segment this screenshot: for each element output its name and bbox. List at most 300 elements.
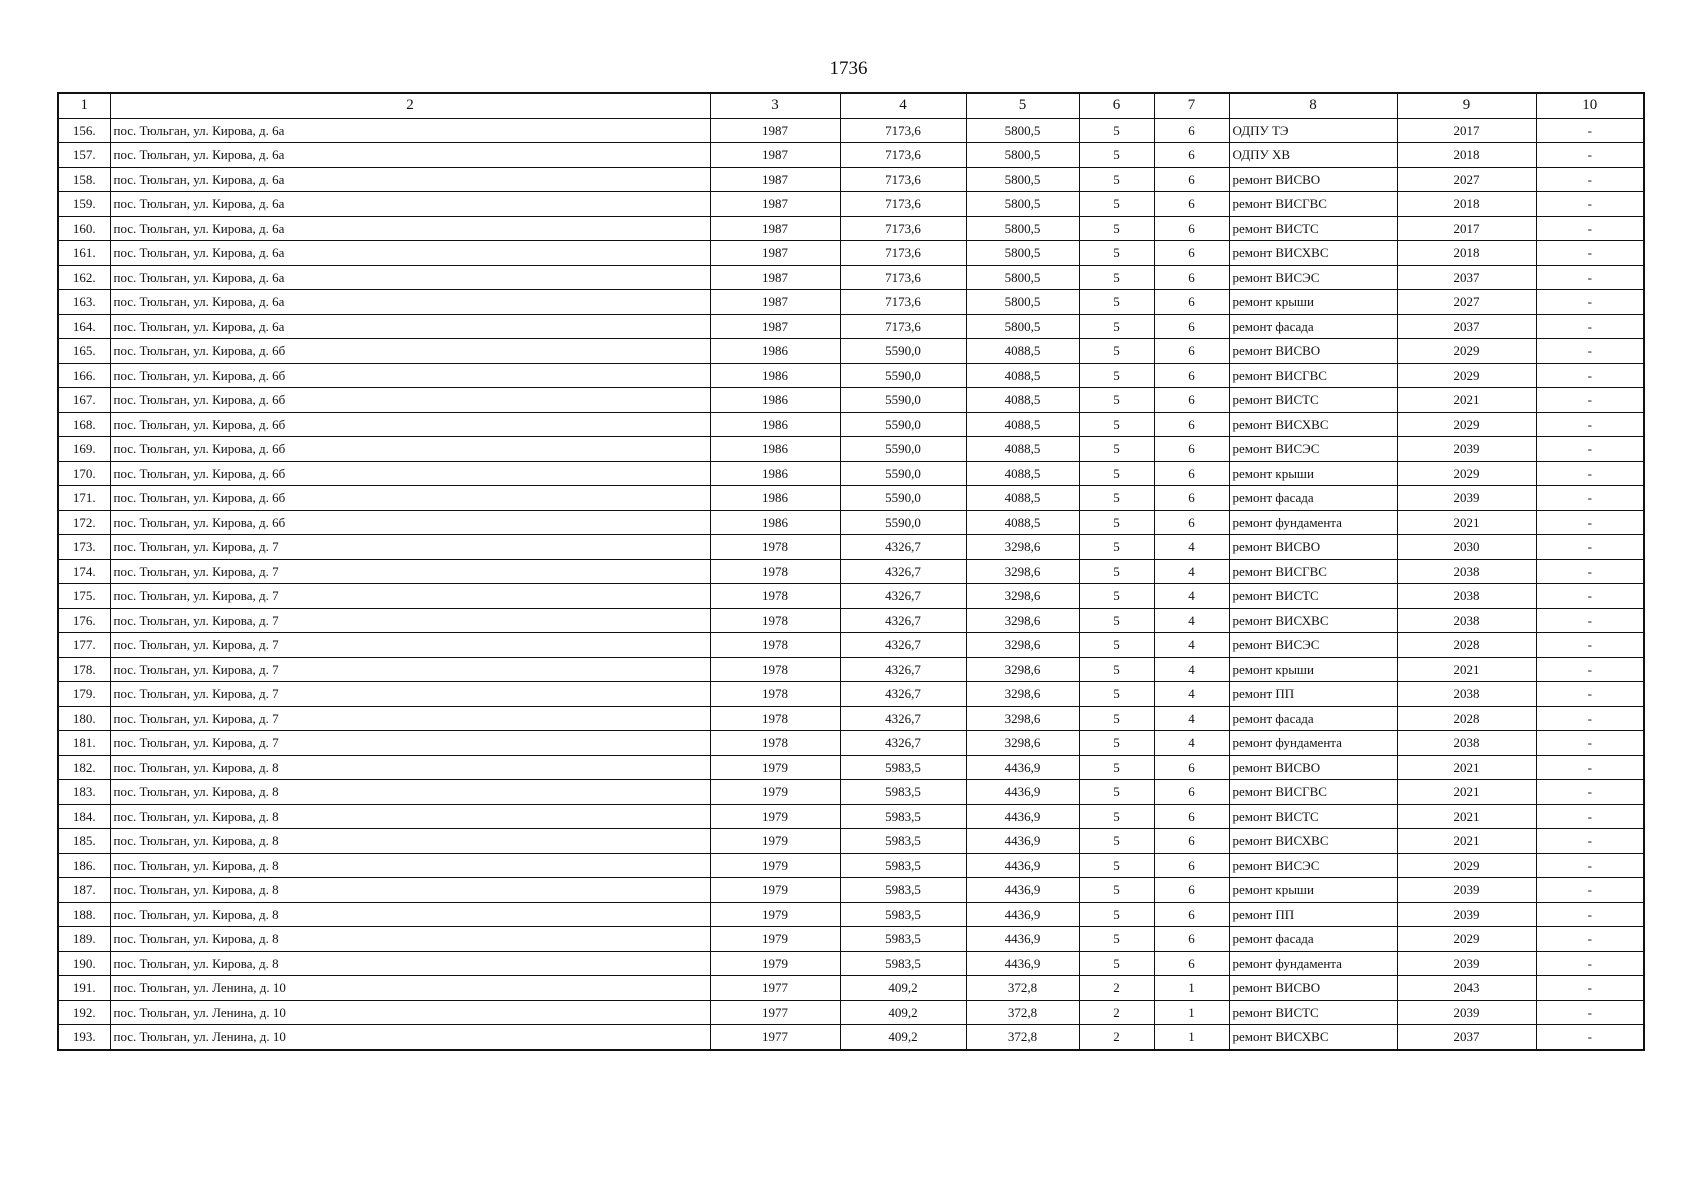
cell-living-area: 5800,5 bbox=[966, 143, 1079, 168]
cell-work-type: ремонт фасада bbox=[1229, 706, 1397, 731]
cell-living-area: 5800,5 bbox=[966, 290, 1079, 315]
cell-address: пос. Тюльган, ул. Кирова, д. 6б bbox=[110, 388, 710, 413]
cell-note: - bbox=[1536, 118, 1644, 143]
cell-work-type: ремонт ВИСВО bbox=[1229, 339, 1397, 364]
cell-work-type: ремонт ВИСТС bbox=[1229, 216, 1397, 241]
cell-planned-year: 2039 bbox=[1397, 878, 1536, 903]
cell-work-type: ремонт ВИСХВС bbox=[1229, 829, 1397, 854]
cell-total-area: 5983,5 bbox=[840, 755, 966, 780]
cell-address: пос. Тюльган, ул. Кирова, д. 6а bbox=[110, 143, 710, 168]
cell-living-area: 5800,5 bbox=[966, 314, 1079, 339]
cell-work-type: ремонт ВИСХВС bbox=[1229, 608, 1397, 633]
cell-address: пос. Тюльган, ул. Кирова, д. 7 bbox=[110, 633, 710, 658]
cell-year-built: 1979 bbox=[710, 927, 840, 952]
cell-work-type: ремонт ВИСВО bbox=[1229, 535, 1397, 560]
table-row bbox=[58, 829, 1644, 854]
cell-total-area: 4326,7 bbox=[840, 706, 966, 731]
cell-address: пос. Тюльган, ул. Кирова, д. 6а bbox=[110, 192, 710, 217]
cell-living-area: 3298,6 bbox=[966, 731, 1079, 756]
cell-note: - bbox=[1536, 192, 1644, 217]
cell-floors: 5 bbox=[1079, 633, 1154, 658]
cell-planned-year: 2039 bbox=[1397, 902, 1536, 927]
cell-floors: 5 bbox=[1079, 559, 1154, 584]
cell-planned-year: 2039 bbox=[1397, 1000, 1536, 1025]
cell-work-type: ремонт ВИСВО bbox=[1229, 976, 1397, 1001]
cell-work-type: ремонт фундамента bbox=[1229, 731, 1397, 756]
cell-planned-year: 2017 bbox=[1397, 118, 1536, 143]
cell-work-type: ремонт ВИСЭС bbox=[1229, 633, 1397, 658]
table-row bbox=[58, 559, 1644, 584]
cell-row-number: 192. bbox=[58, 1000, 110, 1025]
cell-planned-year: 2021 bbox=[1397, 510, 1536, 535]
cell-address: пос. Тюльган, ул. Кирова, д. 6б bbox=[110, 510, 710, 535]
table-row bbox=[58, 853, 1644, 878]
cell-address: пос. Тюльган, ул. Кирова, д. 7 bbox=[110, 608, 710, 633]
cell-planned-year: 2021 bbox=[1397, 804, 1536, 829]
cell-note: - bbox=[1536, 780, 1644, 805]
cell-row-number: 186. bbox=[58, 853, 110, 878]
cell-work-type: ремонт ВИСХВС bbox=[1229, 1025, 1397, 1050]
cell-floors: 5 bbox=[1079, 437, 1154, 462]
column-header: 5 bbox=[966, 93, 1079, 118]
cell-planned-year: 2017 bbox=[1397, 216, 1536, 241]
table-row bbox=[58, 731, 1644, 756]
cell-year-built: 1986 bbox=[710, 363, 840, 388]
table-row bbox=[58, 927, 1644, 952]
cell-floors: 2 bbox=[1079, 1025, 1154, 1050]
cell-work-type: ОДПУ ХВ bbox=[1229, 143, 1397, 168]
cell-note: - bbox=[1536, 731, 1644, 756]
cell-address: пос. Тюльган, ул. Ленина, д. 10 bbox=[110, 1025, 710, 1050]
cell-address: пос. Тюльган, ул. Кирова, д. 8 bbox=[110, 755, 710, 780]
cell-floors: 5 bbox=[1079, 584, 1154, 609]
cell-address: пос. Тюльган, ул. Кирова, д. 6б bbox=[110, 486, 710, 511]
cell-note: - bbox=[1536, 755, 1644, 780]
cell-floors: 5 bbox=[1079, 486, 1154, 511]
table-row bbox=[58, 486, 1644, 511]
cell-row-number: 181. bbox=[58, 731, 110, 756]
cell-entrances: 6 bbox=[1154, 339, 1229, 364]
cell-year-built: 1979 bbox=[710, 804, 840, 829]
table-row bbox=[58, 192, 1644, 217]
cell-total-area: 5590,0 bbox=[840, 437, 966, 462]
cell-total-area: 7173,6 bbox=[840, 241, 966, 266]
cell-year-built: 1987 bbox=[710, 192, 840, 217]
cell-year-built: 1986 bbox=[710, 437, 840, 462]
cell-total-area: 7173,6 bbox=[840, 192, 966, 217]
cell-floors: 5 bbox=[1079, 853, 1154, 878]
cell-year-built: 1978 bbox=[710, 584, 840, 609]
cell-work-type: ремонт ВИСТС bbox=[1229, 804, 1397, 829]
table-row bbox=[58, 951, 1644, 976]
cell-row-number: 164. bbox=[58, 314, 110, 339]
cell-total-area: 5983,5 bbox=[840, 878, 966, 903]
table-row bbox=[58, 804, 1644, 829]
cell-floors: 5 bbox=[1079, 755, 1154, 780]
cell-entrances: 6 bbox=[1154, 216, 1229, 241]
column-header: 7 bbox=[1154, 93, 1229, 118]
cell-total-area: 409,2 bbox=[840, 1000, 966, 1025]
cell-row-number: 177. bbox=[58, 633, 110, 658]
cell-entrances: 6 bbox=[1154, 878, 1229, 903]
cell-entrances: 4 bbox=[1154, 633, 1229, 658]
cell-living-area: 4436,9 bbox=[966, 780, 1079, 805]
cell-work-type: ремонт ВИСГВС bbox=[1229, 559, 1397, 584]
cell-entrances: 4 bbox=[1154, 608, 1229, 633]
cell-address: пос. Тюльган, ул. Кирова, д. 6а bbox=[110, 290, 710, 315]
cell-year-built: 1978 bbox=[710, 608, 840, 633]
cell-planned-year: 2037 bbox=[1397, 314, 1536, 339]
column-header: 4 bbox=[840, 93, 966, 118]
cell-planned-year: 2039 bbox=[1397, 437, 1536, 462]
cell-entrances: 6 bbox=[1154, 755, 1229, 780]
table-row bbox=[58, 633, 1644, 658]
cell-planned-year: 2043 bbox=[1397, 976, 1536, 1001]
cell-address: пос. Тюльган, ул. Ленина, д. 10 bbox=[110, 1000, 710, 1025]
cell-floors: 5 bbox=[1079, 412, 1154, 437]
cell-work-type: ремонт ВИСХВС bbox=[1229, 412, 1397, 437]
cell-note: - bbox=[1536, 829, 1644, 854]
cell-row-number: 166. bbox=[58, 363, 110, 388]
cell-year-built: 1987 bbox=[710, 265, 840, 290]
cell-planned-year: 2029 bbox=[1397, 363, 1536, 388]
cell-entrances: 1 bbox=[1154, 1025, 1229, 1050]
cell-floors: 5 bbox=[1079, 118, 1154, 143]
cell-entrances: 6 bbox=[1154, 486, 1229, 511]
cell-entrances: 6 bbox=[1154, 241, 1229, 266]
cell-total-area: 7173,6 bbox=[840, 118, 966, 143]
table-row bbox=[58, 584, 1644, 609]
cell-entrances: 6 bbox=[1154, 853, 1229, 878]
cell-planned-year: 2021 bbox=[1397, 780, 1536, 805]
cell-year-built: 1979 bbox=[710, 902, 840, 927]
cell-entrances: 6 bbox=[1154, 290, 1229, 315]
cell-note: - bbox=[1536, 535, 1644, 560]
cell-address: пос. Тюльган, ул. Кирова, д. 6б bbox=[110, 339, 710, 364]
cell-row-number: 178. bbox=[58, 657, 110, 682]
cell-living-area: 5800,5 bbox=[966, 265, 1079, 290]
cell-work-type: ремонт ВИСЭС bbox=[1229, 265, 1397, 290]
cell-note: - bbox=[1536, 1025, 1644, 1050]
cell-year-built: 1987 bbox=[710, 118, 840, 143]
cell-floors: 5 bbox=[1079, 216, 1154, 241]
cell-year-built: 1987 bbox=[710, 143, 840, 168]
cell-year-built: 1986 bbox=[710, 486, 840, 511]
cell-row-number: 183. bbox=[58, 780, 110, 805]
cell-living-area: 4436,9 bbox=[966, 804, 1079, 829]
cell-living-area: 4436,9 bbox=[966, 829, 1079, 854]
cell-floors: 2 bbox=[1079, 976, 1154, 1001]
cell-address: пос. Тюльган, ул. Кирова, д. 8 bbox=[110, 927, 710, 952]
cell-year-built: 1977 bbox=[710, 976, 840, 1001]
cell-address: пос. Тюльган, ул. Кирова, д. 7 bbox=[110, 584, 710, 609]
cell-planned-year: 2038 bbox=[1397, 731, 1536, 756]
table-row bbox=[58, 510, 1644, 535]
cell-row-number: 168. bbox=[58, 412, 110, 437]
cell-planned-year: 2037 bbox=[1397, 1025, 1536, 1050]
cell-planned-year: 2039 bbox=[1397, 951, 1536, 976]
cell-work-type: ремонт ВИСТС bbox=[1229, 584, 1397, 609]
cell-entrances: 6 bbox=[1154, 437, 1229, 462]
cell-total-area: 5590,0 bbox=[840, 461, 966, 486]
cell-floors: 5 bbox=[1079, 878, 1154, 903]
cell-floors: 2 bbox=[1079, 1000, 1154, 1025]
cell-total-area: 5983,5 bbox=[840, 902, 966, 927]
cell-address: пос. Тюльган, ул. Кирова, д. 6а bbox=[110, 314, 710, 339]
cell-work-type: ОДПУ ТЭ bbox=[1229, 118, 1397, 143]
cell-living-area: 3298,6 bbox=[966, 559, 1079, 584]
cell-work-type: ремонт крыши bbox=[1229, 878, 1397, 903]
cell-entrances: 4 bbox=[1154, 584, 1229, 609]
cell-row-number: 169. bbox=[58, 437, 110, 462]
cell-entrances: 6 bbox=[1154, 829, 1229, 854]
cell-address: пос. Тюльган, ул. Кирова, д. 6а bbox=[110, 167, 710, 192]
cell-address: пос. Тюльган, ул. Кирова, д. 8 bbox=[110, 951, 710, 976]
cell-work-type: ремонт крыши bbox=[1229, 657, 1397, 682]
cell-planned-year: 2029 bbox=[1397, 927, 1536, 952]
cell-year-built: 1977 bbox=[710, 1000, 840, 1025]
cell-row-number: 163. bbox=[58, 290, 110, 315]
cell-living-area: 4088,5 bbox=[966, 339, 1079, 364]
cell-entrances: 6 bbox=[1154, 388, 1229, 413]
cell-entrances: 6 bbox=[1154, 461, 1229, 486]
cell-living-area: 3298,6 bbox=[966, 535, 1079, 560]
cell-year-built: 1979 bbox=[710, 853, 840, 878]
cell-year-built: 1986 bbox=[710, 412, 840, 437]
cell-floors: 5 bbox=[1079, 290, 1154, 315]
cell-total-area: 7173,6 bbox=[840, 314, 966, 339]
cell-row-number: 189. bbox=[58, 927, 110, 952]
cell-living-area: 3298,6 bbox=[966, 608, 1079, 633]
cell-note: - bbox=[1536, 339, 1644, 364]
cell-total-area: 5983,5 bbox=[840, 804, 966, 829]
cell-year-built: 1987 bbox=[710, 167, 840, 192]
cell-living-area: 4436,9 bbox=[966, 878, 1079, 903]
table-row bbox=[58, 878, 1644, 903]
cell-work-type: ремонт фасада bbox=[1229, 927, 1397, 952]
cell-row-number: 174. bbox=[58, 559, 110, 584]
cell-row-number: 182. bbox=[58, 755, 110, 780]
cell-planned-year: 2018 bbox=[1397, 241, 1536, 266]
cell-planned-year: 2038 bbox=[1397, 608, 1536, 633]
cell-planned-year: 2027 bbox=[1397, 290, 1536, 315]
cell-planned-year: 2029 bbox=[1397, 461, 1536, 486]
cell-floors: 5 bbox=[1079, 731, 1154, 756]
cell-total-area: 5590,0 bbox=[840, 388, 966, 413]
page-number: 1736 bbox=[829, 58, 868, 79]
cell-row-number: 171. bbox=[58, 486, 110, 511]
cell-entrances: 6 bbox=[1154, 780, 1229, 805]
cell-living-area: 3298,6 bbox=[966, 706, 1079, 731]
table-row bbox=[58, 902, 1644, 927]
cell-planned-year: 2038 bbox=[1397, 584, 1536, 609]
cell-total-area: 7173,6 bbox=[840, 143, 966, 168]
column-header: 10 bbox=[1536, 93, 1644, 118]
cell-year-built: 1979 bbox=[710, 755, 840, 780]
cell-entrances: 1 bbox=[1154, 1000, 1229, 1025]
cell-address: пос. Тюльган, ул. Кирова, д. 6б bbox=[110, 363, 710, 388]
cell-row-number: 191. bbox=[58, 976, 110, 1001]
cell-year-built: 1978 bbox=[710, 731, 840, 756]
cell-year-built: 1978 bbox=[710, 682, 840, 707]
cell-work-type: ремонт фундамента bbox=[1229, 951, 1397, 976]
table-row bbox=[58, 780, 1644, 805]
cell-note: - bbox=[1536, 412, 1644, 437]
cell-floors: 5 bbox=[1079, 902, 1154, 927]
column-header: 9 bbox=[1397, 93, 1536, 118]
cell-row-number: 176. bbox=[58, 608, 110, 633]
table-row bbox=[58, 535, 1644, 560]
cell-entrances: 6 bbox=[1154, 314, 1229, 339]
cell-floors: 5 bbox=[1079, 829, 1154, 854]
cell-floors: 5 bbox=[1079, 363, 1154, 388]
cell-floors: 5 bbox=[1079, 388, 1154, 413]
cell-living-area: 4436,9 bbox=[966, 951, 1079, 976]
cell-floors: 5 bbox=[1079, 682, 1154, 707]
cell-address: пос. Тюльган, ул. Кирова, д. 6а bbox=[110, 216, 710, 241]
cell-total-area: 4326,7 bbox=[840, 535, 966, 560]
cell-living-area: 4088,5 bbox=[966, 437, 1079, 462]
table-row bbox=[58, 118, 1644, 143]
cell-living-area: 5800,5 bbox=[966, 192, 1079, 217]
cell-floors: 5 bbox=[1079, 927, 1154, 952]
cell-floors: 5 bbox=[1079, 951, 1154, 976]
cell-row-number: 184. bbox=[58, 804, 110, 829]
table-row bbox=[58, 412, 1644, 437]
cell-planned-year: 2021 bbox=[1397, 829, 1536, 854]
cell-entrances: 6 bbox=[1154, 412, 1229, 437]
cell-planned-year: 2018 bbox=[1397, 192, 1536, 217]
cell-row-number: 187. bbox=[58, 878, 110, 903]
cell-work-type: ремонт ВИСТС bbox=[1229, 388, 1397, 413]
cell-planned-year: 2029 bbox=[1397, 339, 1536, 364]
cell-note: - bbox=[1536, 951, 1644, 976]
cell-entrances: 6 bbox=[1154, 265, 1229, 290]
cell-floors: 5 bbox=[1079, 339, 1154, 364]
table-row bbox=[58, 363, 1644, 388]
cell-year-built: 1987 bbox=[710, 290, 840, 315]
cell-note: - bbox=[1536, 853, 1644, 878]
table-row bbox=[58, 706, 1644, 731]
cell-floors: 5 bbox=[1079, 657, 1154, 682]
cell-total-area: 5983,5 bbox=[840, 780, 966, 805]
column-header: 3 bbox=[710, 93, 840, 118]
cell-year-built: 1979 bbox=[710, 878, 840, 903]
cell-entrances: 6 bbox=[1154, 510, 1229, 535]
cell-planned-year: 2039 bbox=[1397, 486, 1536, 511]
table-row bbox=[58, 216, 1644, 241]
cell-note: - bbox=[1536, 388, 1644, 413]
cell-note: - bbox=[1536, 584, 1644, 609]
cell-year-built: 1986 bbox=[710, 339, 840, 364]
cell-total-area: 4326,7 bbox=[840, 584, 966, 609]
cell-address: пос. Тюльган, ул. Ленина, д. 10 bbox=[110, 976, 710, 1001]
cell-work-type: ремонт фасада bbox=[1229, 314, 1397, 339]
cell-work-type: ремонт ПП bbox=[1229, 902, 1397, 927]
cell-note: - bbox=[1536, 927, 1644, 952]
cell-living-area: 5800,5 bbox=[966, 167, 1079, 192]
cell-living-area: 4088,5 bbox=[966, 486, 1079, 511]
cell-work-type: ремонт фундамента bbox=[1229, 510, 1397, 535]
cell-row-number: 157. bbox=[58, 143, 110, 168]
cell-planned-year: 2038 bbox=[1397, 559, 1536, 584]
cell-living-area: 4436,9 bbox=[966, 902, 1079, 927]
cell-work-type: ремонт крыши bbox=[1229, 461, 1397, 486]
cell-work-type: ремонт ВИСЭС bbox=[1229, 853, 1397, 878]
cell-floors: 5 bbox=[1079, 706, 1154, 731]
cell-year-built: 1978 bbox=[710, 657, 840, 682]
cell-floors: 5 bbox=[1079, 143, 1154, 168]
cell-work-type: ремонт ВИСЭС bbox=[1229, 437, 1397, 462]
cell-work-type: ремонт ВИСГВС bbox=[1229, 363, 1397, 388]
cell-floors: 5 bbox=[1079, 461, 1154, 486]
column-header: 6 bbox=[1079, 93, 1154, 118]
cell-note: - bbox=[1536, 902, 1644, 927]
cell-address: пос. Тюльган, ул. Кирова, д. 6а bbox=[110, 118, 710, 143]
cell-planned-year: 2027 bbox=[1397, 167, 1536, 192]
cell-note: - bbox=[1536, 363, 1644, 388]
cell-floors: 5 bbox=[1079, 265, 1154, 290]
cell-living-area: 4436,9 bbox=[966, 853, 1079, 878]
cell-floors: 5 bbox=[1079, 510, 1154, 535]
table-row bbox=[58, 143, 1644, 168]
cell-address: пос. Тюльган, ул. Кирова, д. 7 bbox=[110, 731, 710, 756]
cell-floors: 5 bbox=[1079, 192, 1154, 217]
cell-entrances: 4 bbox=[1154, 535, 1229, 560]
table-row bbox=[58, 388, 1644, 413]
cell-note: - bbox=[1536, 633, 1644, 658]
cell-total-area: 5983,5 bbox=[840, 927, 966, 952]
cell-work-type: ремонт фасада bbox=[1229, 486, 1397, 511]
cell-floors: 5 bbox=[1079, 804, 1154, 829]
cell-address: пос. Тюльган, ул. Кирова, д. 8 bbox=[110, 853, 710, 878]
cell-row-number: 161. bbox=[58, 241, 110, 266]
cell-total-area: 5590,0 bbox=[840, 363, 966, 388]
table-row bbox=[58, 437, 1644, 462]
cell-living-area: 4088,5 bbox=[966, 461, 1079, 486]
table-row bbox=[58, 290, 1644, 315]
cell-floors: 5 bbox=[1079, 241, 1154, 266]
cell-year-built: 1987 bbox=[710, 216, 840, 241]
cell-total-area: 4326,7 bbox=[840, 633, 966, 658]
cell-total-area: 7173,6 bbox=[840, 167, 966, 192]
cell-planned-year: 2021 bbox=[1397, 755, 1536, 780]
cell-row-number: 160. bbox=[58, 216, 110, 241]
cell-year-built: 1987 bbox=[710, 241, 840, 266]
table-row bbox=[58, 314, 1644, 339]
cell-note: - bbox=[1536, 216, 1644, 241]
cell-planned-year: 2030 bbox=[1397, 535, 1536, 560]
cell-living-area: 372,8 bbox=[966, 976, 1079, 1001]
cell-year-built: 1986 bbox=[710, 388, 840, 413]
cell-planned-year: 2021 bbox=[1397, 657, 1536, 682]
cell-work-type: ремонт крыши bbox=[1229, 290, 1397, 315]
table-row bbox=[58, 755, 1644, 780]
cell-entrances: 6 bbox=[1154, 363, 1229, 388]
cell-address: пос. Тюльган, ул. Кирова, д. 8 bbox=[110, 902, 710, 927]
cell-note: - bbox=[1536, 510, 1644, 535]
cell-address: пос. Тюльган, ул. Кирова, д. 8 bbox=[110, 878, 710, 903]
cell-year-built: 1979 bbox=[710, 951, 840, 976]
cell-work-type: ремонт ВИСВО bbox=[1229, 755, 1397, 780]
cell-entrances: 6 bbox=[1154, 902, 1229, 927]
cell-entrances: 6 bbox=[1154, 118, 1229, 143]
cell-total-area: 7173,6 bbox=[840, 265, 966, 290]
cell-note: - bbox=[1536, 314, 1644, 339]
cell-note: - bbox=[1536, 682, 1644, 707]
table-row bbox=[58, 1000, 1644, 1025]
cell-address: пос. Тюльган, ул. Кирова, д. 6б bbox=[110, 461, 710, 486]
